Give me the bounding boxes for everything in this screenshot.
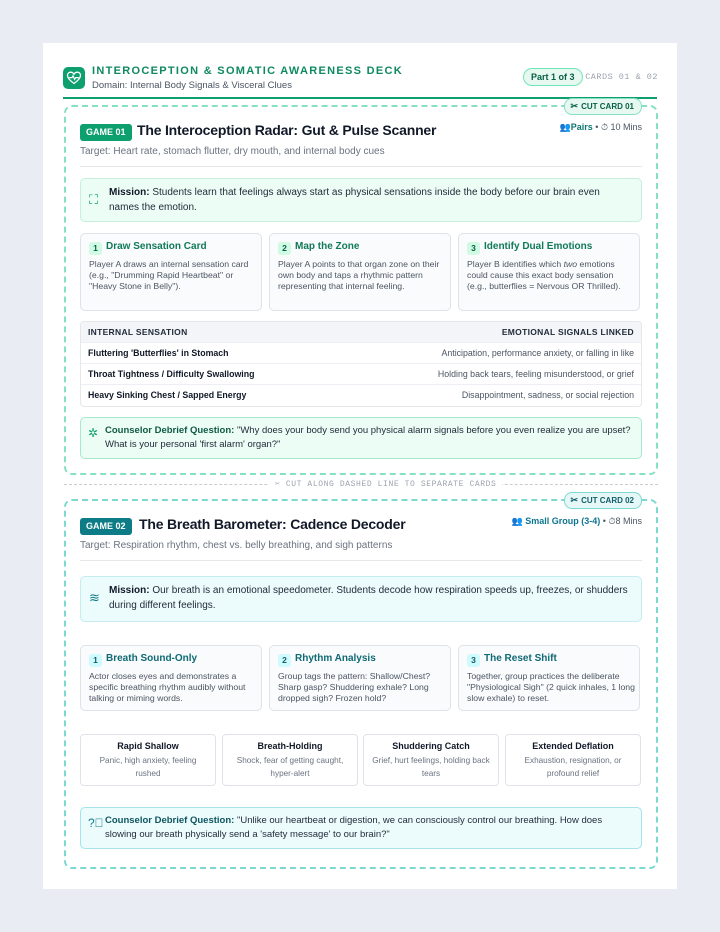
game-card-02 — [64, 495, 658, 869]
step-desc: Player A points to that organ zone on their own body and taps a rhythmic pattern representing that internal feeling. — [278, 259, 440, 291]
game-title: The Breath Barometer: Cadence Decoder — [139, 516, 406, 532]
game-badge: GAME 02 — [80, 518, 132, 535]
step-card — [80, 645, 262, 711]
step-card — [80, 233, 262, 311]
step-title: Map the Zone — [295, 241, 360, 252]
table-header — [81, 322, 641, 342]
step-title: Identify Dual Emotions — [484, 241, 593, 252]
pattern-card — [363, 734, 499, 786]
debrief-text — [105, 424, 631, 452]
step-desc-part: emotions could cause this exact body sensation (e.g., butterflies = Nervous OR Thrilled). — [467, 259, 621, 291]
meta-separator: • — [602, 516, 609, 526]
debrief-question: "Unlike our heartbeat or digestion, we can consciously control our breathing. How does slowing our breath physically send a 'safety message' to our brain?" — [105, 815, 603, 840]
step-title: Rhythm Analysis — [295, 653, 376, 664]
table-cell: Fluttering 'Butterflies' in Stomach — [88, 348, 229, 358]
scissors-icon: ✂ — [570, 495, 579, 505]
cut-tag — [564, 492, 642, 509]
step-number: 3 — [467, 654, 480, 667]
deck-domain: Domain: Internal Body Signals & Visceral Clues — [92, 80, 292, 91]
column-header: INTERNAL SENSATION — [88, 327, 188, 337]
stopwatch-icon: ⏱ — [608, 516, 616, 526]
table-cell: Throat Tightness / Difficulty Swallowing — [88, 369, 255, 379]
table-cell: Disappointment, sadness, or social rejection — [461, 390, 634, 400]
steps-row — [80, 645, 642, 711]
debrief-box — [80, 807, 642, 849]
scissors-icon: ✂ — [275, 480, 281, 489]
mission-box — [80, 178, 642, 222]
mission-label: Mission: — [109, 187, 150, 198]
cut-line — [64, 479, 658, 491]
cut-tag-label: CUT CARD 01 — [581, 102, 634, 111]
step-number: 1 — [89, 654, 102, 667]
meta-separator: • — [595, 122, 601, 132]
column-header: EMOTIONAL SIGNALS LINKED — [501, 327, 634, 337]
game-target: Target: Respiration rhythm, chest vs. belly breathing, and sigh patterns — [80, 540, 393, 551]
step-card — [458, 233, 640, 311]
divider — [80, 560, 642, 561]
step-desc-emphasis: two — [563, 259, 578, 269]
debrief-box — [80, 417, 642, 459]
debrief-question: "Why does your body send you physical alarm signals before you even realize you are upset? What is your personal 'first alarm' organ?" — [105, 425, 631, 450]
duration: 10 Mins — [610, 122, 642, 132]
pattern-title: Rapid Shallow — [117, 741, 179, 751]
mission-body: Our breath is an emotional speedometer. Students decode how respiration speeds up, freezes, or shudders during different feelings. — [109, 585, 628, 611]
game-badge: GAME 01 — [80, 124, 132, 141]
step-desc: Actor closes eyes and demonstrates a specific breathing rhythm audibly without talking or miming words. — [89, 671, 246, 703]
game-title: The Interoception Radar: Gut & Pulse Scanner — [137, 122, 437, 138]
debrief-label: Counselor Debrief Question: — [105, 425, 235, 436]
debrief-label: Counselor Debrief Question: — [105, 815, 235, 826]
step-card — [269, 233, 451, 311]
pattern-desc: Panic, high anxiety, feeling rushed — [99, 756, 197, 778]
cut-line-label — [269, 479, 502, 489]
duration: 8 Mins — [615, 516, 642, 526]
cards-label: CARDS 01 & 02 — [585, 72, 658, 82]
pattern-desc: Shock, fear of getting caught, hyper-alert — [236, 756, 344, 778]
sparkle-icon: ✲ — [88, 426, 99, 440]
step-card — [458, 645, 640, 711]
mission-text — [109, 584, 629, 613]
step-desc — [467, 259, 635, 292]
breath-patterns — [80, 734, 642, 786]
step-title: Draw Sensation Card — [106, 241, 207, 252]
cut-line-text: CUT ALONG DASHED LINE TO SEPARATE CARDS — [285, 480, 497, 489]
step-desc: Group tags the pattern: Shallow/Chest? Sharp gasp? Shuddering exhale? Long dropped sigh? Frozen hold? — [278, 671, 431, 703]
game-meta — [512, 516, 642, 527]
table-cell: Heavy Sinking Chest / Sapped Energy — [88, 390, 247, 400]
step-title: Breath Sound-Only — [106, 653, 198, 664]
cut-tag-label: CUT CARD 02 — [581, 496, 634, 505]
pattern-title: Breath-Holding — [257, 741, 323, 751]
cut-tag — [564, 98, 642, 115]
stopwatch-icon: ⏱ — [600, 122, 608, 132]
game-meta — [560, 122, 642, 133]
mission-body: Students learn that feelings always start as physical sensations inside the body before our brain even names the emotion. — [109, 187, 600, 213]
divider — [80, 166, 642, 167]
people-icon: 👥 — [559, 122, 571, 132]
heart-pulse-icon — [63, 67, 85, 89]
pattern-card — [505, 734, 641, 786]
step-desc: Player A draws an internal sensation card (e.g., "Drumming Rapid Heartbeat" or "Heavy Stone in Belly"). — [89, 259, 249, 291]
group-size: Small Group (3-4) — [525, 516, 601, 526]
mission-label: Mission: — [109, 585, 150, 596]
scan-focus-icon: ⛶ — [89, 192, 99, 207]
game-card-01 — [64, 101, 658, 475]
step-number: 1 — [89, 242, 102, 255]
worksheet-page — [43, 43, 677, 889]
step-desc: Together, group practices the deliberate "Physiological Sigh" (2 quick inhales, 1 long slow exhale) to reset. — [467, 671, 635, 703]
question-circle-icon: ?⃝ — [88, 816, 104, 830]
mission-box — [80, 576, 642, 622]
pattern-card — [222, 734, 358, 786]
step-number: 2 — [278, 654, 291, 667]
pattern-card — [80, 734, 216, 786]
step-desc-part: Player B identifies which — [467, 259, 564, 269]
wind-icon: ≋ — [89, 590, 100, 605]
step-card — [269, 645, 451, 711]
steps-row — [80, 233, 642, 311]
step-title: The Reset Shift — [484, 653, 557, 664]
sensation-table — [80, 321, 642, 407]
pattern-desc: Grief, hurt feelings, holding back tears — [372, 756, 490, 778]
table-cell: Holding back tears, feeling misunderstood, or grief — [437, 369, 634, 379]
scissors-icon: ✂ — [570, 101, 579, 111]
pattern-title: Extended Deflation — [532, 741, 614, 751]
table-cell: Anticipation, performance anxiety, or falling in like — [441, 348, 634, 358]
part-badge: Part 1 of 3 — [523, 68, 583, 86]
people-icon: 👥 — [511, 516, 523, 526]
step-number: 2 — [278, 242, 291, 255]
pattern-desc: Exhaustion, resignation, or profound relief — [524, 756, 622, 778]
table-row — [81, 342, 641, 364]
table-row — [81, 384, 641, 406]
step-number: 3 — [467, 242, 480, 255]
deck-title: INTEROCEPTION & SOMATIC AWARENESS DECK — [92, 65, 403, 77]
debrief-text — [105, 814, 631, 842]
deck-header — [63, 65, 657, 101]
table-row — [81, 363, 641, 385]
group-size: Pairs — [570, 122, 593, 132]
mission-text — [109, 186, 629, 215]
pattern-title: Shuddering Catch — [392, 741, 470, 751]
game-target: Target: Heart rate, stomach flutter, dry mouth, and internal body cues — [80, 146, 385, 157]
